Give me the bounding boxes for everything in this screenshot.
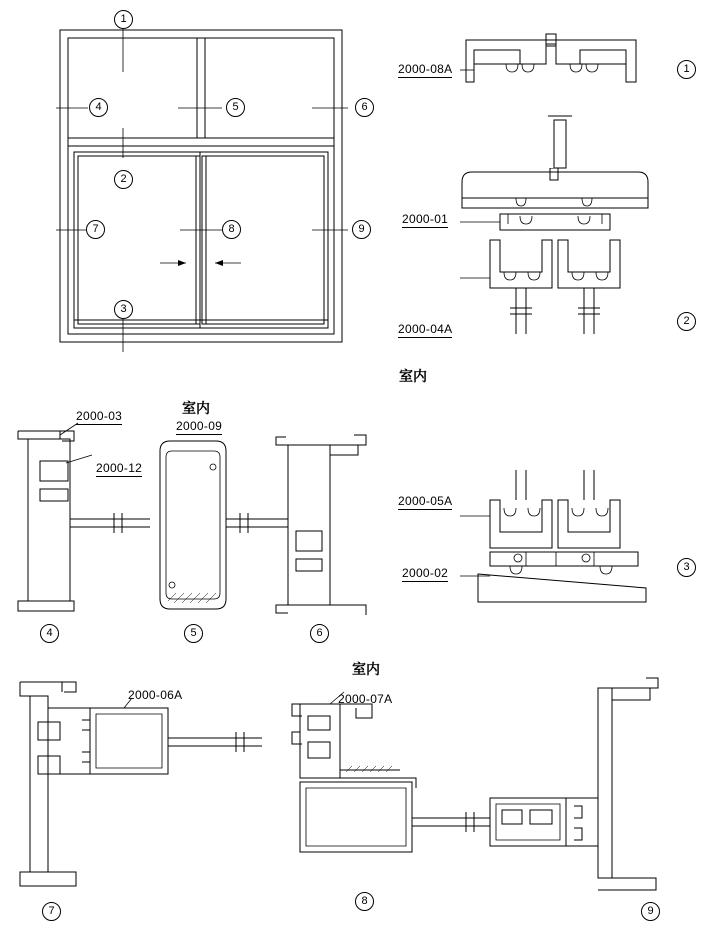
part-label-2000-08A: 2000-08A [398,62,453,76]
part-label-2000-02: 2000-02 [402,566,449,580]
callout-bubble-section-2[interactable]: 2 [677,312,696,331]
callout-bubble-section-4[interactable]: 4 [40,624,59,643]
callout-bubble-4[interactable]: 4 [89,98,108,117]
callout-bubble-7[interactable]: 7 [86,220,105,239]
callout-bubble-section-5[interactable]: 5 [184,624,203,643]
callout-bubble-section-1[interactable]: 1 [677,60,696,79]
window-elevation [0,0,390,380]
callout-bubble-2[interactable]: 2 [114,170,133,189]
callout-bubble-3[interactable]: 3 [114,300,133,319]
callout-bubble-section-6[interactable]: 6 [310,624,329,643]
interior-annotation-3: 室内 [352,662,380,678]
callout-bubble-6[interactable]: 6 [355,98,374,117]
section-detail-2 [460,168,680,378]
callout-bubble-9[interactable]: 9 [352,220,371,239]
callout-bubble-1[interactable]: 1 [114,10,133,29]
part-label-2000-09: 2000-09 [176,419,223,433]
callout-bubble-8[interactable]: 8 [222,220,241,239]
part-label-2000-01: 2000-01 [402,212,449,226]
part-label-2000-05A: 2000-05A [398,494,453,508]
part-label-2000-07A: 2000-07A [338,692,393,706]
section-detail-1 [460,30,680,110]
callout-bubble-section-7[interactable]: 7 [42,902,61,921]
callout-bubble-section-3[interactable]: 3 [677,558,696,577]
interior-annotation-1: 室内 [399,369,427,385]
callout-bubble-section-8[interactable]: 8 [355,892,374,911]
part-label-2000-03: 2000-03 [76,409,123,423]
section-row-456 [0,415,400,615]
callout-bubble-section-9[interactable]: 9 [641,902,660,921]
part-label-2000-04A: 2000-04A [398,322,453,336]
callout-bubble-5[interactable]: 5 [226,98,245,117]
interior-annotation-2: 室内 [182,401,210,417]
part-label-2000-12: 2000-12 [96,461,143,475]
section-detail-3 [460,470,680,620]
part-label-2000-06A: 2000-06A [128,688,183,702]
connector-1-2 [540,110,580,170]
